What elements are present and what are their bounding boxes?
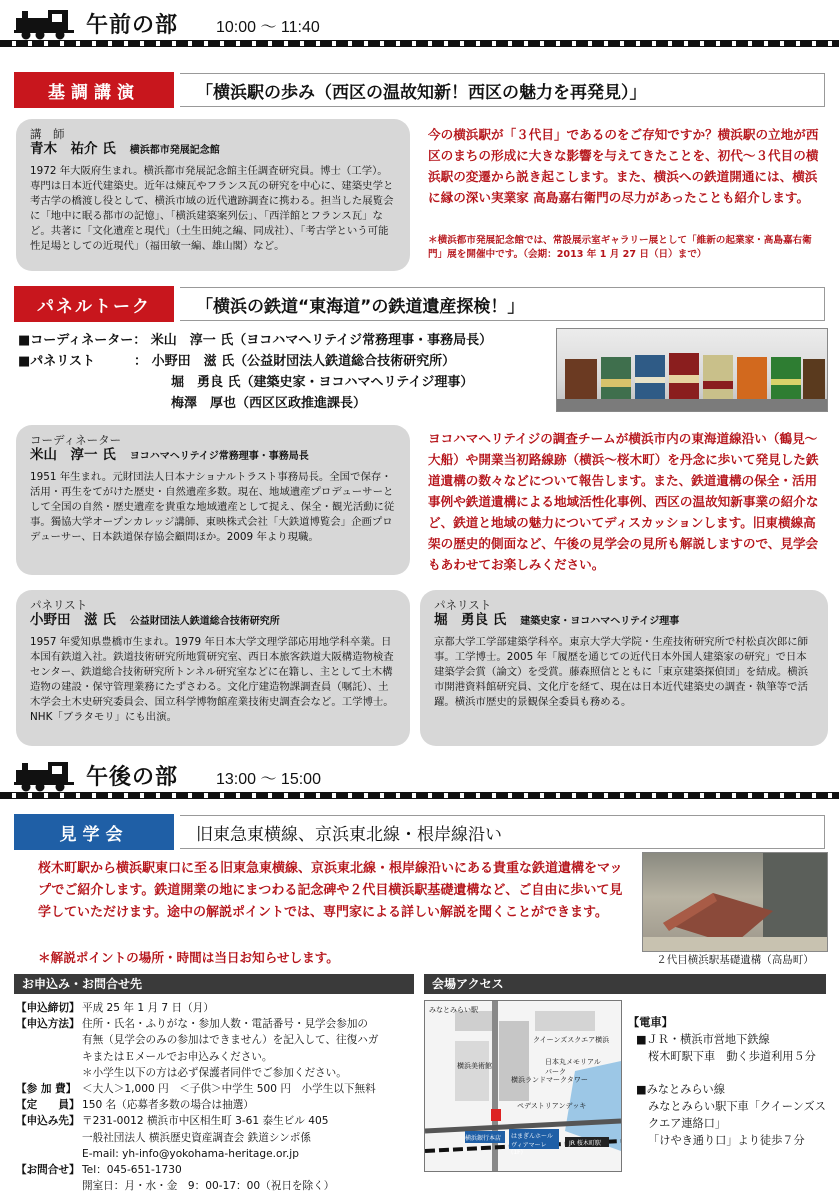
mm-line: ■みなとみらい線 [636, 1083, 725, 1096]
panelist-1-name: 小野田 滋 氏 [30, 612, 116, 628]
coordinator-role: コーディネーター [30, 433, 122, 447]
coordinator-value: 米山 淳一 氏（ヨコハマヘリテイジ常務理事・事務局長） [150, 333, 493, 348]
keynote-note: ＊横浜都市発展記念館では、常設展示室ギャラリー展として「維新の起業家・高島嘉右衛門」展を開催中です。（会期：2013 年 1 月 27 日（日）まで） [428, 235, 812, 260]
coordinator-affiliation: ヨコハマヘリテイジ常務理事・事務局長 [129, 451, 309, 462]
panelist-box-2 [420, 590, 828, 746]
apply-row [16, 1032, 378, 1048]
apply-row-value: 150 名（応募者多数の場合は抽選） [82, 1099, 254, 1112]
panelist-2-bio: 京都大学工学部建築学科卒。東京大学大学院・生産技術研究所で村松貞次郎に師事。工学博士。2005 年「履歴を通じての近代日本外国人建築家の研究」で日本建築学会賞（論文）を受賞。藤森照信とともに「東京建築探偵団」を結成。横浜市開港資料館研究員、文化庁を経て、現在は日本近代建築史の調査・執筆等で活躍。横浜市歴史的景観保全委員も務める。 [434, 636, 809, 708]
apply-row-value: 平成 25 年 1 月 7 日（月） [82, 1002, 214, 1014]
panel-label: パネルトーク [14, 286, 174, 322]
panelist-box-1 [16, 590, 410, 746]
station-remains-photo [642, 852, 828, 952]
map-label-landmark: 横浜ランドマークタワー [511, 1076, 588, 1084]
apply-row [16, 1162, 182, 1178]
panelist-2: 堀 勇良 氏（建築史家・ヨコハマヘリテイジ理事） [171, 375, 474, 390]
tour-description: 桜木町駅から横浜駅東口に至る旧東急東横線、京浜東北線・根岸線沿いにある貴重な鉄道遺構をマップでご紹介します。鉄道開業の地にまつわる記念碑や２代目横浜駅基礎遺構など、ご自由に歩いて見学していただけます。途中の解説ポイントでは、専門家による詳しい解説を聞くことができます。 [38, 861, 623, 920]
map-label-deck: ペデストリアンデッキ [517, 1102, 587, 1110]
mm-detail-1: みなとみらい駅下車「クイーンズス [648, 1100, 826, 1113]
apply-row-value: 住所・氏名・ふりがな・参加人数・電話番号・見学会参加の [82, 1018, 369, 1031]
panelist-1-role: パネリスト [30, 598, 88, 612]
apply-row [16, 1081, 376, 1097]
panel-description: ヨコハマヘリテイジの調査チームが横浜市内の東海道線沿い（鶴見～大船）や開業当初路線跡（横浜～桜木町）を丹念に歩いて発見した鉄道遺構の数々などについて報告します。また、鉄道遺構の保全・活用事例や鉄道遺構による地域活性化事例、西区の温故知新事業の紹介など、鉄道と地域の魅力についてディスカッションします。旧東横線高架の歴史的側面など、午後の見学会の見所も解説しますので、見学会もあわせてお楽しみください。 [428, 431, 819, 572]
train-models-photo [556, 328, 828, 412]
tour-note: ＊解説ポイントの場所・時間は当日お知らせします。 [38, 950, 339, 965]
steam-locomotive-icon [14, 760, 80, 792]
apply-row [16, 1000, 214, 1016]
apply-row [16, 1130, 311, 1146]
apply-row-key: 【申込方法】 [16, 1018, 80, 1031]
panelist-3: 梅澤 厚也（西区区政推進課長） [171, 396, 367, 411]
speaker-affiliation: 横浜都市発展記念館 [129, 145, 220, 156]
apply-row-key: 【定 員】 [16, 1099, 80, 1112]
apply-row-value: 〒231-0012 横浜市中区相生町 3-61 泰生ビル 405 [82, 1115, 329, 1128]
apply-row [16, 1049, 272, 1065]
panel-title: 「横浜の鉄道“東海道”の鉄道遺産探検！」 [180, 287, 825, 321]
apply-row [16, 1146, 299, 1162]
apply-row-key: 【お問合せ】 [16, 1164, 80, 1176]
map-label-sakuragicho: JR 桜木町駅 [569, 1140, 601, 1147]
map-label-hall: はまぎんホール ヴィアマーレ(1F) [511, 1133, 553, 1156]
apply-row-value: 一般社団法人 横浜歴史資産調査会 鉄道シンポ係 [82, 1131, 311, 1144]
panelist-1-affiliation: 公益財団法人鉄道総合技術研究所 [129, 616, 280, 627]
tour-title: 旧東急東横線、京浜東北線・根岸線沿い [180, 815, 825, 849]
tour-label: 見学会 [14, 814, 174, 850]
apply-row [16, 1178, 334, 1194]
morning-title: 午前の部 [86, 13, 179, 38]
keynote-label: 基調講演 [14, 72, 174, 108]
access-directions [628, 1014, 828, 1149]
photo-caption: ２代目横浜駅基礎遺構（高島町） [656, 954, 814, 966]
apply-row-key: 【参 加 費】 [16, 1083, 77, 1095]
apply-row [16, 1016, 368, 1032]
keynote-description: 今の横浜駅が「３代目」であるのをご存知ですか？横浜駅の立地が西区のまちの形成に大きな影響を与えてきたことを、初代～３代目の横浜駅の変遷から説き起こします。また、横浜への鉄道開通には、横浜に縁の深い実業家 高島嘉右衛門の尽力があったことも紹介します。 [428, 127, 819, 205]
panelist-2-role: パネリスト [434, 598, 492, 612]
map-label-bank: 横浜銀行本店 [465, 1135, 502, 1142]
steam-locomotive-icon [14, 8, 80, 40]
keynote-title: 「横浜駅の歩み（西区の温故知新！西区の魅力を再発見）」 [180, 73, 825, 107]
apply-row-value: Tel：045-651-1730 [82, 1164, 182, 1176]
apply-row-value: ＜大人＞1,000 円 ＜子供＞中学生 500 円 小学生以下無料 [82, 1083, 376, 1095]
map-label-minatomirai: みなとみらい駅 [429, 1006, 478, 1014]
coordinator-key: ■コーディネーター： [18, 333, 147, 348]
train-heading: 【電車】 [628, 1016, 673, 1029]
coordinator-name: 米山 淳一 氏 [30, 447, 116, 463]
speaker-name: 青木 祐介 氏 [30, 141, 116, 157]
access-map[interactable] [424, 1000, 622, 1172]
mm-detail-2: クエア連絡口」 [648, 1117, 727, 1130]
rail-divider [0, 40, 839, 47]
afternoon-time: 13:00 ～ 15:00 [216, 771, 321, 788]
apply-row-value: 開室日：月・水・金 9：00-17：00（祝日を除く） [82, 1180, 335, 1193]
jr-line: ■ＪＲ・横浜市営地下鉄線 [636, 1033, 770, 1046]
apply-row [16, 1113, 328, 1129]
panel-members [18, 330, 492, 414]
access-header: 会場アクセス [424, 974, 826, 994]
coordinator-box [16, 425, 410, 575]
apply-row-value[interactable]: E-mail: yh-info@yokohama-heritage.or.jp [82, 1147, 299, 1160]
panelist-2-affiliation: 建築史家・ヨコハマヘリテイジ理事 [520, 616, 680, 627]
panelist-1-bio: 1957 年愛知県豊橋市生まれ。1979 年日本大学文理学部応用地学科卒業。日本国有鉄道入社。鉄道技術研究所地質研究室、西日本旅客鉄道大阪構造物検査センター、鉄道総合技術研究所トンネル研究室などに在籍し、主として土木構造物の建設・保守管理業務にたずさわる。文化庁建造物課調査員（嘱託）、土木学会土木史研究委員会、国立科学博物館産業技術史調査会など。工学博士。NHK「ブラタモリ」にも出演。 [30, 636, 394, 723]
mm-detail-3: 「けやき通り口」より徒歩７分 [648, 1134, 805, 1147]
speaker-role: 講 師 [30, 127, 65, 141]
apply-header: お申込み・お問合せ先 [14, 974, 414, 994]
jr-detail: 桜木町駅下車 動く歩道利用５分 [648, 1050, 816, 1063]
panelist-2-name: 堀 勇良 氏 [434, 612, 507, 628]
afternoon-title: 午後の部 [86, 765, 179, 790]
map-label-museum: 横浜美術館 [457, 1062, 492, 1070]
apply-row-value: 有無（見学会のみの参加はできません）を記入して、往復ハガ [82, 1034, 379, 1047]
apply-row [16, 1097, 254, 1113]
morning-time: 10:00 ～ 11:40 [216, 19, 320, 36]
panelist-1: 小野田 滋 氏（公益財団法人鉄道総合技術研究所） [151, 354, 456, 369]
panelist-key: ■パネリスト ： [18, 354, 148, 369]
rail-divider [0, 792, 839, 799]
apply-row-value: キまたはＥメールでお申込みください。 [82, 1050, 273, 1063]
speaker-bio: 1972 年大阪府生まれ。横浜都市発展記念館主任調査研究員。博士（工学）。専門は日本近代建築史。近年は煉瓦やフランス瓦の研究を中心に、建築史学と考古学の橋渡し役として、横浜市域の近代遺跡調査に携わる。担当した展覧会に「地中に眠る都市の記憶」、「横浜建築案列伝」、「西洋館とフランス瓦」など。共著に「文化遺産と現代」（土生田純之編、同成社）、「考古学という可能性足場としての近現代」（福田敏一編、雄山閣）など。 [30, 165, 394, 252]
apply-row-key: 【申込締切】 [16, 1002, 80, 1014]
apply-row-value: ＊小学生以下の方は必ず保護者同伴でご参加ください。 [82, 1066, 347, 1079]
map-label-queens: クイーンズスクエア横浜 [533, 1036, 610, 1044]
apply-row [16, 1065, 347, 1081]
map-label-nipponmaru: 日本丸メモリアルパーク [545, 1058, 601, 1076]
coordinator-bio: 1951 年生まれ。元財団法人日本ナショナルトラスト事務局長。全国で保存・活用・再生をてがけた歴史・自然遺産多数。現在、地域遺産プロデューサーとして全国の自然・歴史遺産を貴重な地域遺産として捉え、保全・観光活動に従事。獨協大学オープンカレッジ講師、東映株式会社「大鉄道博覧会」企画プロデューサー、日本鉄道保存協会顧問ほか。2009 年より現職。 [30, 471, 395, 543]
keynote-speaker-box [16, 119, 410, 271]
apply-row-key: 【申込み先】 [16, 1115, 80, 1128]
